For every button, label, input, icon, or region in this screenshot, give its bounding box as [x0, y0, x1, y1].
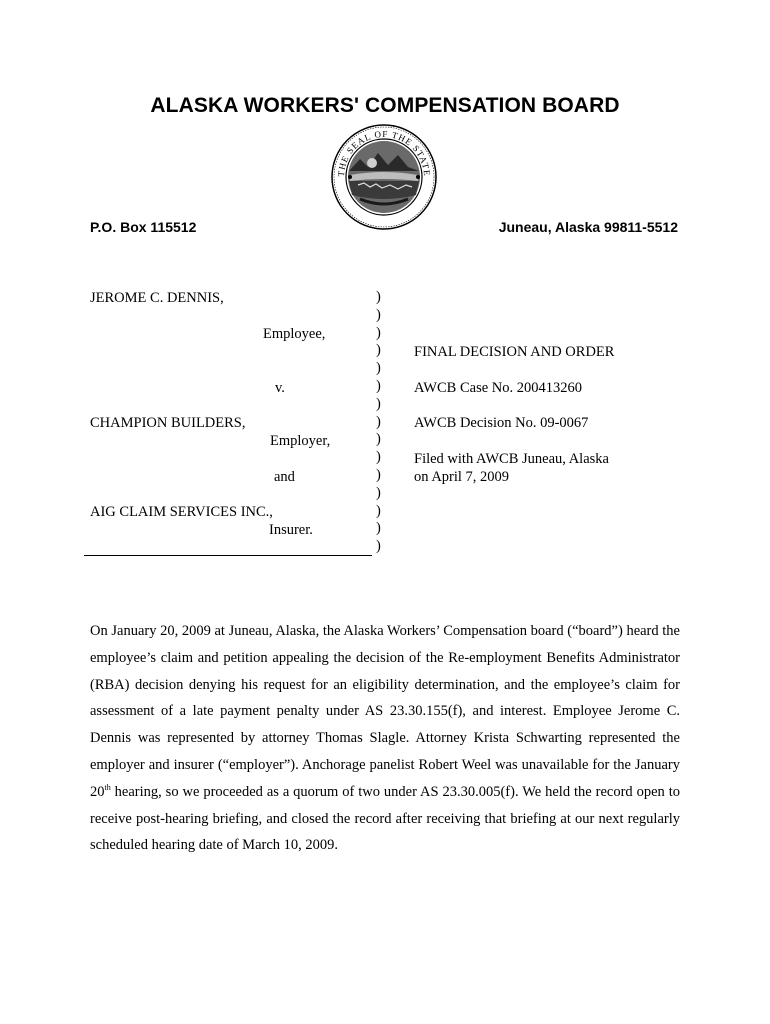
svg-text:THE SEAL OF THE STATE: THE SEAL OF THE STATE: [335, 128, 433, 177]
employee-role: Employee,: [263, 326, 326, 342]
paren: ): [376, 377, 381, 394]
paren: ): [376, 395, 381, 412]
paren: ): [376, 502, 381, 519]
city-address: Juneau, Alaska 99811-5512: [498, 219, 678, 235]
document-type: FINAL DECISION AND ORDER: [414, 344, 615, 360]
paren: ): [376, 360, 381, 377]
employee-name: JEROME C. DENNIS,: [90, 290, 224, 306]
paren: ): [376, 413, 381, 430]
paren: ): [376, 484, 381, 501]
insurer-name: AIG CLAIM SERVICES INC.,: [90, 504, 273, 520]
paren: ): [376, 306, 381, 323]
ordinal-superscript: th: [104, 782, 111, 792]
filed-line-2: on April 7, 2009: [414, 469, 510, 485]
paren: ): [376, 289, 381, 305]
decision-number: AWCB Decision No. 09-0067: [414, 415, 589, 431]
employer-name: CHAMPION BUILDERS,: [90, 415, 246, 431]
filed-line-1: Filed with AWCB Juneau, Alaska: [414, 451, 609, 467]
paren: ): [376, 520, 381, 537]
insurer-role: Insurer.: [269, 522, 313, 538]
body-text-part-2: hearing, so we proceeded as a quorum of two under AS 23.30.005(f). We held the record open to receive post-hearing briefing, and closed the record after receiving that briefing at our next regularly scheduled hearing date of March 10, 2009.: [90, 783, 680, 854]
and-label: and: [274, 469, 295, 485]
body-paragraph: [90, 618, 680, 859]
paren: ): [376, 431, 381, 448]
body-text-part-1: On January 20, 2009 at Juneau, Alaska, the Alaska Workers’ Compensation board (“board”) heard the employee’s claim and petition appealing the decision of the Re-employment Benefits Administrator (RBA) decision denying his request for an eligibility determination, and the employee’s claim for assessment of a late payment penalty under AS 23.30.155(f), and interest. Employee Jerome C. Dennis was represented by attorney Thomas Slagle. Attorney Krista Schwarting represented the employer and insurer (“employer”). Anchorage panelist Robert Weel was unavailable for the January 20: [90, 623, 680, 800]
caption-paren-column: [376, 289, 381, 556]
alaska-state-seal-icon: [330, 123, 438, 231]
versus-label: v.: [275, 380, 285, 396]
po-box-address: P.O. Box 115512: [90, 219, 197, 235]
case-number: AWCB Case No. 200413260: [414, 380, 582, 396]
employer-role: Employer,: [270, 433, 331, 449]
paren: ): [376, 466, 381, 483]
paren: ): [376, 324, 381, 341]
paren: ): [376, 449, 381, 466]
paren: ): [376, 538, 381, 555]
board-title: ALASKA WORKERS' COMPENSATION BOARD: [150, 94, 620, 117]
paren: ): [376, 342, 381, 359]
caption-underline: [84, 555, 372, 556]
